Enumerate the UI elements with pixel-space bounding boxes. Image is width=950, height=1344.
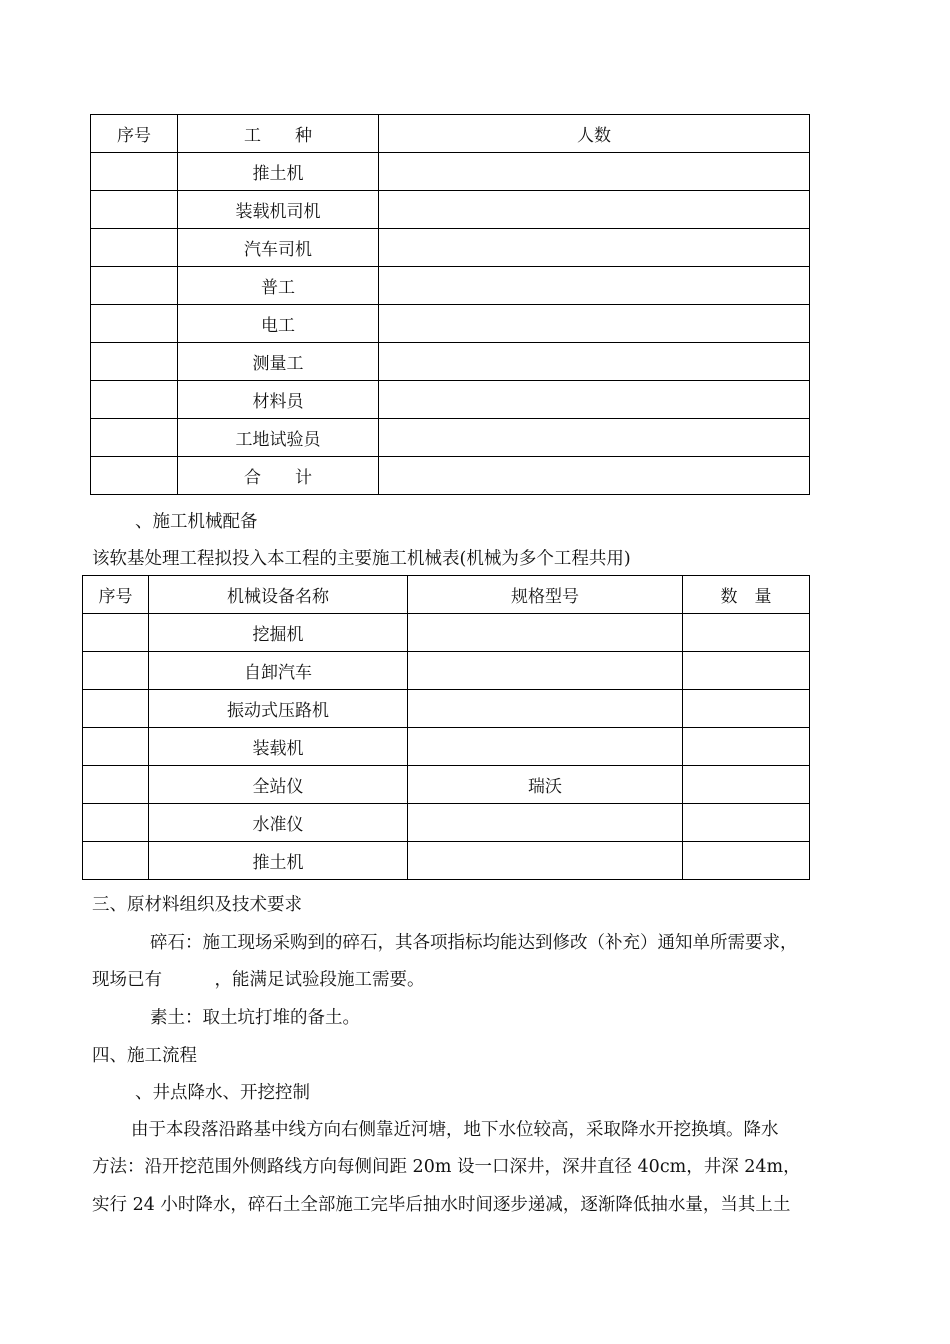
- table-row: [91, 457, 810, 495]
- table-cell: [83, 614, 149, 652]
- table-row: [83, 652, 810, 690]
- table-cell: 工地试验员: [178, 419, 379, 457]
- table-cell: [683, 804, 810, 842]
- gravel-paragraph-line-2: 现场已有 ，能满足试验段施工需要。: [92, 970, 425, 990]
- table-cell: 装载机: [149, 728, 408, 766]
- table-cell: 瑞沃: [408, 766, 683, 804]
- table-cell: [683, 842, 810, 880]
- table-cell: [91, 457, 178, 495]
- table-cell: [91, 191, 178, 229]
- table-cell: [379, 153, 810, 191]
- table-cell: 全站仪: [149, 766, 408, 804]
- table-cell: [83, 728, 149, 766]
- table-header-cell: 序号: [91, 115, 178, 153]
- labor-table: [90, 114, 810, 495]
- table-cell: [408, 652, 683, 690]
- section-3-heading: 三、原材料组织及技术要求: [92, 895, 302, 915]
- table-cell: [83, 766, 149, 804]
- table-cell: [408, 614, 683, 652]
- table-cell: 振动式压路机: [149, 690, 408, 728]
- table-cell: [683, 652, 810, 690]
- table-cell: [408, 842, 683, 880]
- table-row: [83, 842, 810, 880]
- table-header-cell: 序号: [83, 576, 149, 614]
- table-row: [83, 766, 810, 804]
- table-cell: 材料员: [178, 381, 379, 419]
- table-cell: [379, 191, 810, 229]
- table-header-cell: 人数: [379, 115, 810, 153]
- table-cell: [379, 381, 810, 419]
- table-header-cell: 规格型号: [408, 576, 683, 614]
- table-cell: [683, 728, 810, 766]
- table-cell: [83, 842, 149, 880]
- table-row: [91, 267, 810, 305]
- table-cell: [91, 153, 178, 191]
- table-cell: [408, 804, 683, 842]
- table-cell: [379, 343, 810, 381]
- table-cell: [379, 267, 810, 305]
- section-machinery-heading: 、施工机械配备: [135, 512, 258, 532]
- table-cell: 自卸汽车: [149, 652, 408, 690]
- table-row: [91, 153, 810, 191]
- table-cell: [379, 457, 810, 495]
- gravel-paragraph-line-1: 碎石：施工现场采购到的碎石，其各项指标均能达到修改（补充）通知单所需要求，: [150, 933, 798, 953]
- table-cell: 合 计: [178, 457, 379, 495]
- table-header-cell: 工 种: [178, 115, 379, 153]
- table-cell: 推土机: [178, 153, 379, 191]
- table-cell: [91, 343, 178, 381]
- dewater-paragraph-line-1: 由于本段落沿路基中线方向右侧靠近河塘，地下水位较高，采取降水开挖换填。降水: [131, 1120, 779, 1140]
- dewater-paragraph-line-3: 实行 24 小时降水，碎石土全部施工完毕后抽水时间逐步递减，逐渐降低抽水量，当其上土: [92, 1195, 791, 1215]
- section-4-heading: 四、施工流程: [92, 1046, 197, 1066]
- table-row: [83, 690, 810, 728]
- table-row: [91, 419, 810, 457]
- table-cell: [379, 229, 810, 267]
- table-cell: [91, 305, 178, 343]
- table-cell: 装载机司机: [178, 191, 379, 229]
- table-cell: [683, 614, 810, 652]
- table-cell: 普工: [178, 267, 379, 305]
- table-cell: [91, 267, 178, 305]
- table-row: [91, 305, 810, 343]
- table-row: [83, 728, 810, 766]
- table-header-row: [83, 576, 810, 614]
- table-row: [91, 229, 810, 267]
- table-row: [91, 343, 810, 381]
- table-row: [83, 614, 810, 652]
- table-cell: [83, 690, 149, 728]
- table-cell: [408, 728, 683, 766]
- table-cell: [83, 652, 149, 690]
- table-cell: [91, 229, 178, 267]
- table-cell: 电工: [178, 305, 379, 343]
- table-cell: [83, 804, 149, 842]
- table-cell: [683, 690, 810, 728]
- table-header-cell: 机械设备名称: [149, 576, 408, 614]
- table-cell: 挖掘机: [149, 614, 408, 652]
- table-header-cell: 数 量: [683, 576, 810, 614]
- machinery-table: [82, 575, 810, 880]
- table-cell: [379, 419, 810, 457]
- table-cell: [91, 419, 178, 457]
- table-row: [91, 191, 810, 229]
- table-cell: 水准仪: [149, 804, 408, 842]
- table-cell: [379, 305, 810, 343]
- table-cell: [91, 381, 178, 419]
- table-cell: [683, 766, 810, 804]
- table-cell: [408, 690, 683, 728]
- table-cell: 测量工: [178, 343, 379, 381]
- table-row: [91, 381, 810, 419]
- dewater-subheading: 、井点降水、开挖控制: [135, 1083, 310, 1103]
- soil-paragraph: 素土：取土坑打堆的备土。: [150, 1008, 360, 1028]
- table-row: [83, 804, 810, 842]
- table-cell: 汽车司机: [178, 229, 379, 267]
- table-header-row: [91, 115, 810, 153]
- machinery-intro: 该软基处理工程拟投入本工程的主要施工机械表(机械为多个工程共用): [92, 549, 631, 569]
- dewater-paragraph-line-2: 方法：沿开挖范围外侧路线方向每侧间距 20m 设一口深井，深井直径 40cm，井深 24m，: [92, 1157, 801, 1177]
- table-cell: 推土机: [149, 842, 408, 880]
